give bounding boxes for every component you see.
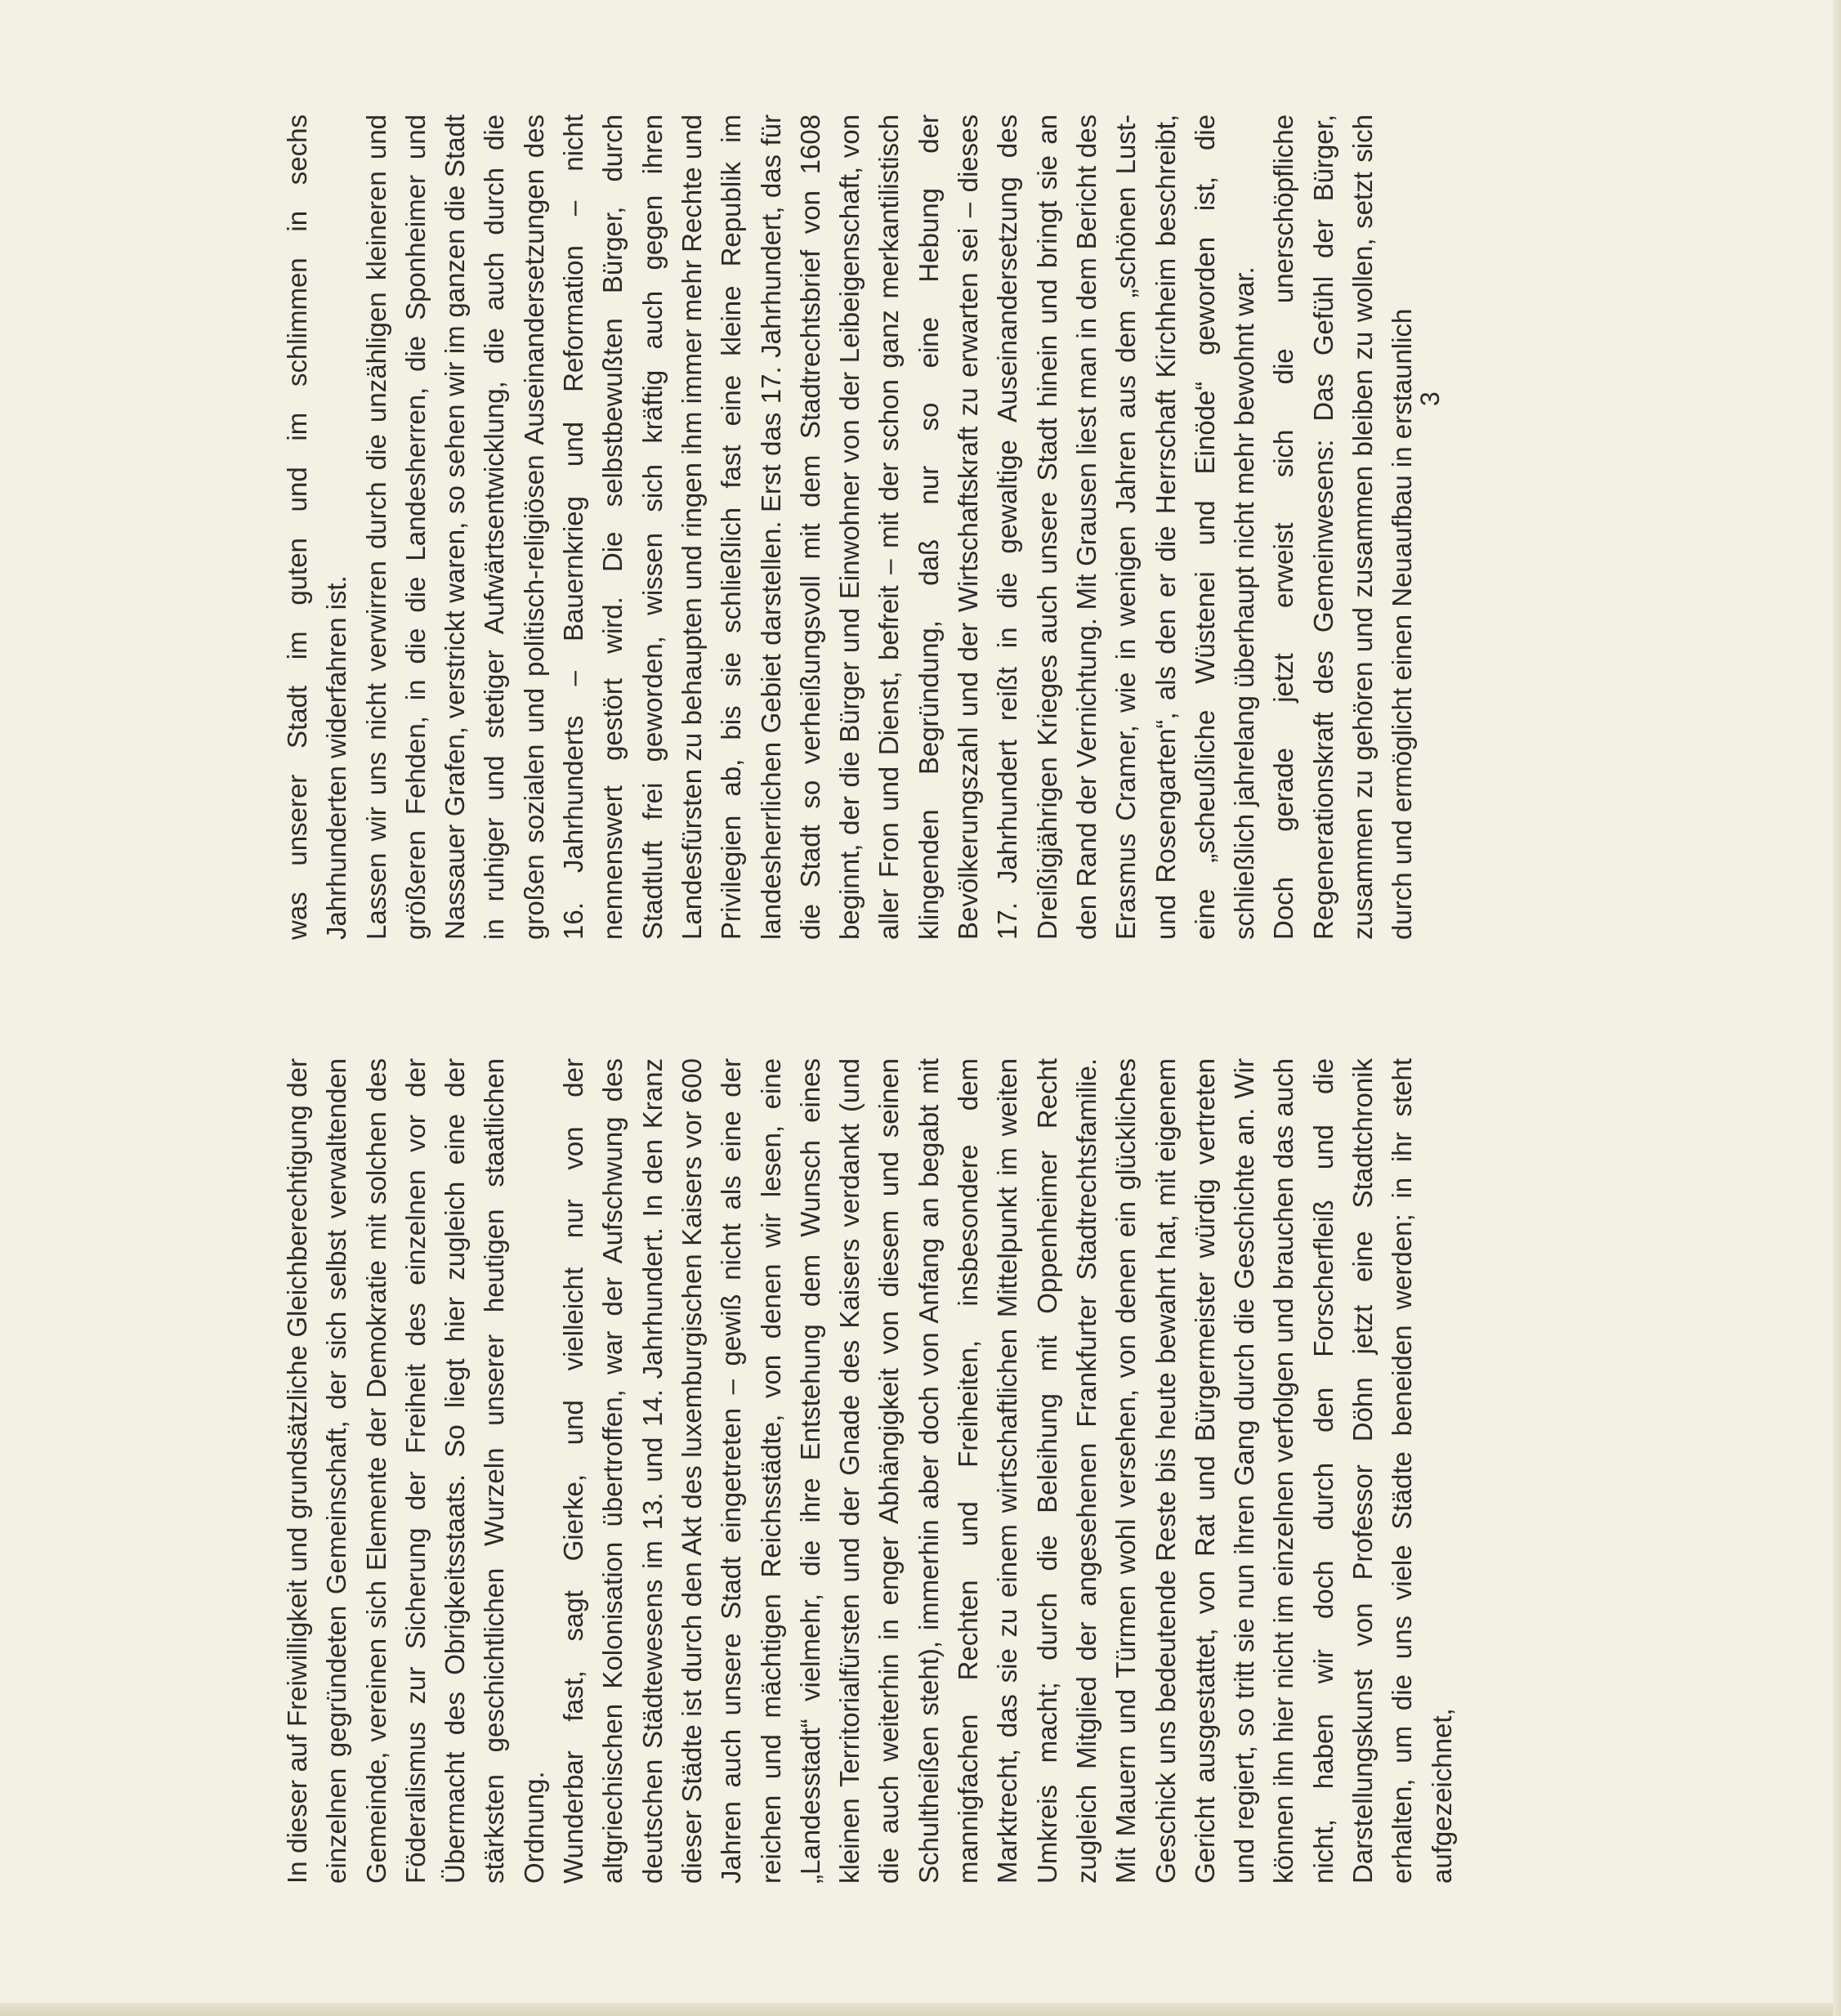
paper-edge-bottom [0, 2003, 1841, 2016]
right-text-column [278, 114, 1423, 940]
paragraph-jahrhunderte: was unserer Stadt im guten und im schlimmen in sechs Jahrhunderten widerfahren ist. [282, 114, 352, 940]
paper-edge-right [1833, 0, 1841, 2016]
paragraph-fehden: Lassen wir uns nicht verwirren durch die unzähligen kleineren und größeren Fehden, in die die Landesherren, die Sponheimer und Nassauer Grafen, verstrickt waren, so sehen wir im ganzen die Stadt in ruhiger und stetiger Aufwärtsentwicklung, die auch durch die großen sozialen und politisch-religiösen Auseinandersetzungen des 16. Jahrhunderts – Bauernkrieg und Reformation – nicht nennenswert gestört wird. Die selbstbewußten Bürger, durch Stadtluft frei geworden, wissen sich kräftig auch gegen ihren Landesfürsten zu behaupten und ringen ihm immer mehr Rechte und Privilegien ab, bis sie schließlich fast eine kleine Republik im landesherrlichen Gebiet darstellen. Erst das 17. Jahrhundert, das für die Stadt so verheißungsvoll mit dem Stadtrechtsbrief von 1608 beginnt, der die Bürger und Einwohner von der Leibeigenschaft, von aller Fron und Dienst, befreit – mit der schon ganz merkantilistisch klingenden Begründung, daß nur so eine Hebung der Bevölkerungszahl und der Wirtschaftskraft zu erwarten sei – dieses 17. Jahrhundert reißt in die gewaltige Auseinandersetzung des Dreißigjährigen Krieges auch unsere Stadt hinein und bringt sie an den Rand der Vernichtung. Mit Grausen liest man in dem Bericht des Erasmus Cramer, wie in wenigen Jahren aus dem „schönen Lust- und Rosengarten“, als den er die Herrschaft Kirchheim beschreibt, eine „scheußliche Wüstenei und Einöde“ geworden ist, die schließlich jahrelang überhaupt nicht mehr bewohnt war. [360, 114, 1260, 940]
paragraph-staedtewesen: Wunderbar fast, sagt Gierke, und vielleicht nur von der altgriechischen Kolonisation übertroffen, war der Aufschwung des deutschen Städtewesens im 13. und 14. Jahrhundert. In den Kranz dieser Städte ist durch den Akt des luxemburgischen Kaisers vor 600 Jahren auch unsere Stadt eingetreten – gewiß nicht als eine der reichen und mächtigen Reichsstädte, von denen wir lesen, eine „Landesstadt“ vielmehr, die ihre Entstehung dem Wunsch eines kleinen Territorialfürsten und der Gnade des Kaisers verdankt (und die auch weiterhin in enger Abhängigkeit von diesem und seinen Schultheißen steht), immerhin aber doch von Anfang an begabt mit mannigfachen Rechten und Freiheiten, insbesondere dem Marktrecht, das sie zu einem wirtschaftlichen Mittelpunkt im weiten Umkreis macht; durch die Beleihung mit Oppenheimer Recht zugleich Mitglied der angesehenen Frankfurter Stadtrechtsfamilie. Mit Mauern und Türmen wohl versehen, von denen ein glückliches Geschick uns bedeutende Reste bis heute bewahrt hat, mit eigenem Gericht ausgestattet, von Rat und Bürgermeister würdig vertreten und regiert, so tritt sie nun ihren Gang durch die Geschichte an. Wir können ihn hier nicht im einzelnen verfolgen und brauchen das auch nicht, haben wir doch durch den Forscherfleiß und die Darstellungskunst von Professor Döhn jetzt eine Stadtchronik erhalten, um die uns viele Städte beneiden werden; in ihr steht aufgezeichnet, [558, 1058, 1457, 1884]
paragraph-regeneration: Doch gerade jetzt erweist sich die unerschöpfliche Regenerationskraft des Gemeinwesens: Das Gefühl der Bürger, zusammen zu gehören und zusammen bleiben zu wollen, setzt sich durch und ermöglicht einen Neuaufbau in erstaunlich [1268, 114, 1418, 940]
page-number: 3 [1415, 391, 1445, 406]
left-text-column [278, 1058, 1462, 1884]
paragraph-freiwilligkeit: In dieser auf Freiwilligkeit und grundsätzliche Gleichberechtigung der einzelnen gegründeten Gemeinschaft, der sich selbst verwaltenden Gemeinde, vereinen sich Elemente der Demokratie mit solchen des Föderalismus zur Sicherung der Freiheit des einzelnen vor der Übermacht des Obrigkeitsstaats. So liegt hier zugleich eine der stärksten geschichtlichen Wurzeln unserer heutigen staatlichen Ordnung. [282, 1058, 549, 1884]
rotated-text-block [278, 86, 1487, 1884]
